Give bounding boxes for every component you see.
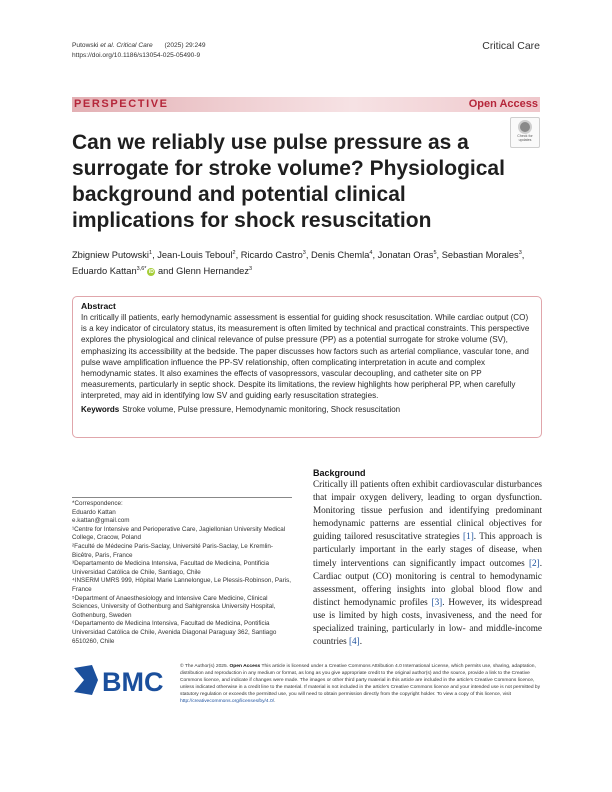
author[interactable]: Glenn Hernandez$^3$ (176, 266, 253, 277)
license-link[interactable]: http://creativecommons.org/licenses/by/4.0/ (180, 698, 275, 704)
keywords-label: Keywords (81, 404, 120, 414)
header-journal: Critical Care (116, 42, 153, 49)
citation-link[interactable]: [4] (348, 636, 360, 647)
open-access-label: Open Access (468, 98, 538, 110)
bmc-logo (72, 662, 172, 698)
affiliations (72, 497, 292, 646)
article-type: PERSPECTIVE (74, 98, 169, 110)
keywords-list: Stroke volume, Pulse pressure, Hemodynamic monitoring, Shock resuscitation (122, 404, 401, 414)
citation-link[interactable]: [1] (463, 531, 474, 542)
correspondence-label: *Correspondence: (72, 500, 123, 507)
crossmark-line2: updates (518, 138, 532, 142)
journal-name: Critical Care (482, 40, 540, 52)
abstract-text: In critically ill patients, early hemodynamic assessment is essential for guiding shock resuscitation. While cardiac output (CO) is a key indicator of circulatory status, its measurement is often limited by technical and practical constraints. This perspective explores the physiological and clinical relevance of pulse pressure (PP) as a potential surrogate for stroke volume (SV), emphasizing its accessibility at the bedside. The paper discusses how factors such as arterial compliance, vascular tone, and pulse wave amplification influence the PP-SV relationship, often complicating interpretation in acute and complex hemodynamic states. It also examines the effects of vasopressors, vascular decoupling, and catheter site on PP measurements, particularly in septic shock. Despite its limitations, the review highlights how peripheral PP, when carefully interpreted, may aid in identifying low SV and guiding early resuscitation strategies. (81, 313, 530, 401)
license-notice: © The Author(s) 2025. Open Access This article is licensed under a Creative Commons Attribution 4.0 International License, which permits use, sharing, adaptation, distribution and reproduction in any medium or format, as long as you give appropriate credit to the original author(s) and the source, provide a link to the Creative Commons licence, and indicate if changes were made. The images or other third party material in this article are included in the article’s Creative Commons licence, unless indicated otherwise in a credit line to the material. If material is not included in the article’s Creative Commons licence and your intended use is not permitted by statutory regulation or exceeds the permitted use, you will need to obtain permission directly from the copyright holder. To view a copy of this licence, visit http://creativecommons.org/licenses/by/4.0/. (180, 664, 541, 704)
header-volume: (2025) 29:249 (164, 42, 206, 49)
author[interactable]: Jonatan Oras$^5$ (377, 250, 437, 261)
abstract-heading: Abstract (81, 301, 116, 311)
bmc-logo-text: BMC (102, 667, 164, 697)
article-type-banner (72, 97, 540, 112)
author[interactable]: Ricardo Castro$^3$ (240, 250, 306, 261)
orcid-icon[interactable]: iD (148, 269, 154, 276)
author[interactable]: Eduardo Kattan$^{3,6*}$ (72, 266, 147, 277)
abstract-box (72, 296, 542, 438)
running-header (72, 41, 206, 61)
article-title: Can we reliably use pulse pressure as a surrogate for stroke volume? Physiological background and potential clinical implications for shock resuscitation (72, 131, 505, 232)
citation-line (72, 41, 206, 51)
section-heading-background: Background (313, 468, 366, 478)
affiliation-item: ³Departamento de Medicina Intensiva, Facultad de Medicina, Pontificia Universidad Católica de Chile, Santiago, Chile (72, 560, 270, 576)
bmc-logo-mark (74, 665, 98, 695)
affiliation-item: ⁴INSERM UMRS 999, Hôpital Marie Lannelongue, Le Plessis-Robinson, Paris, France (72, 577, 291, 593)
affiliation-item: ¹Centre for Intensive and Perioperative Care, Jagiellonian University Medical College, Cracow, Poland (72, 525, 286, 542)
header-authors: Putowski (72, 42, 101, 49)
affiliation-item: ²Faculté de Médecine Paris-Saclay, Université Paris-Saclay, Le Kremlin-Bicêtre, Paris, France (72, 542, 273, 559)
corresponding-email[interactable]: e.kattan@gmail.com (72, 517, 130, 525)
crossmark-line1: Check for (517, 134, 533, 138)
author[interactable]: Sebastian Morales$^3$ (441, 250, 522, 261)
corresponding-author: Eduardo Kattan (72, 508, 116, 516)
affiliation-item: ⁵Department of Anaesthesiology and Intensive Care Medicine, Clinical Sciences, University of Gothenburg and Sahlgrenska University Hospital, Gothenburg, Sweden (72, 594, 276, 619)
author[interactable]: Jean-Louis Teboul$^2$ (157, 250, 236, 261)
affiliation-item: ⁶Departamento de Medicina Intensiva, Facultad de Medicina, Pontificia Universidad Católica de Chile, Avenida Diagonal Paraguay 362, Santiago 6510260, Chile (72, 620, 277, 645)
check-for-updates-badge[interactable] (510, 117, 540, 148)
citation-link[interactable]: [2] (528, 557, 540, 568)
authors-and: and (158, 266, 174, 277)
citation-link[interactable]: [3] (431, 596, 443, 607)
doi-link[interactable]: https://doi.org/10.1186/s13054-025-05490-9 (72, 52, 201, 59)
crossmark-icon (518, 120, 532, 134)
author[interactable]: Denis Chemla$^4$ (311, 250, 373, 261)
author[interactable]: Zbigniew Putowski$^1$ (72, 250, 153, 261)
affiliation-divider (72, 497, 292, 498)
background-paragraph: Critically ill patients often exhibit cardiovascular disturbances that impair oxygen delivery, leading to organ dysfunction. Monitoring tissue perfusion and identifying predominant hemodynamic patterns are essential clinical objectives for guiding tailored resuscitative strategies [1]. This approach is particularly important in the early stages of disease, when timely interventions can significantly impact outcomes [2]. Cardiac output (CO) monitoring is central to hemodynamic assessment, offering insights into global blood flow and distinct hemodynamic profiles [3]. However, its widespread use is limited by high costs, invasiveness, and the need for specialized training, particularly in low- and middle-income countries [4]. (313, 479, 542, 647)
keywords (81, 404, 533, 415)
author-list: Zbigniew Putowski$^1$, Jean-Louis Teboul$^2$, Ricardo Castro$^3$, Denis Chemla$^4$, Jonatan Oras$^5$, Sebastian Morales$^3$, Eduardo Kattan$^{3,6*}$iD and Glenn Hernandez$^3$ (72, 250, 525, 277)
header-et-al: et al. (100, 42, 115, 49)
